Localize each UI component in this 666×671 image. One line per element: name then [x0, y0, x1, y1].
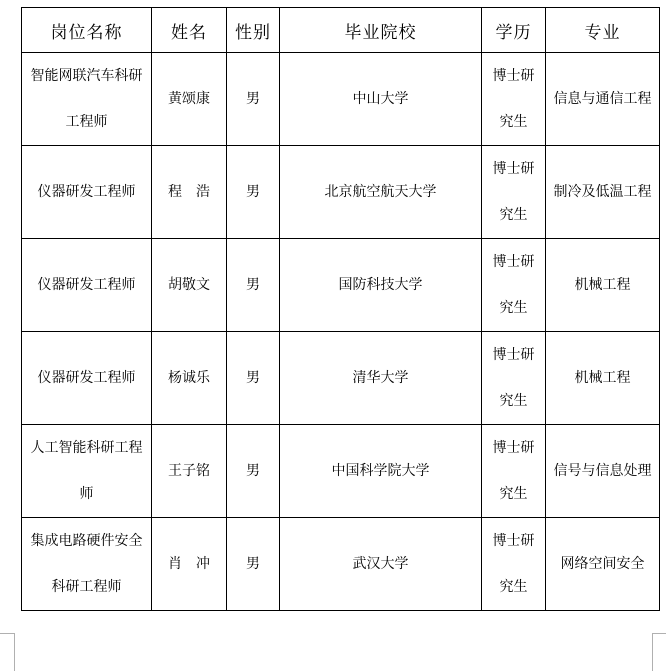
header-gender: 性别 [227, 8, 280, 53]
table-row [22, 332, 660, 425]
cell-school: 中山大学 [280, 53, 482, 146]
personnel-table-container [21, 7, 660, 611]
cell-name: 黄颂康 [152, 53, 227, 146]
cell-gender: 男 [227, 425, 280, 518]
cell-gender: 男 [227, 53, 280, 146]
cell-education: 博士研究生 [482, 146, 546, 239]
cell-gender: 男 [227, 518, 280, 611]
cell-education: 博士研究生 [482, 518, 546, 611]
cell-name: 肖 冲 [152, 518, 227, 611]
cell-major: 制冷及低温工程 [546, 146, 660, 239]
page-corner-mark-left-vertical [14, 633, 15, 671]
cell-major: 网络空间安全 [546, 518, 660, 611]
cell-education: 博士研究生 [482, 332, 546, 425]
cell-gender: 男 [227, 146, 280, 239]
cell-position: 智能网联汽车科研工程师 [22, 53, 152, 146]
table-row [22, 146, 660, 239]
cell-school: 国防科技大学 [280, 239, 482, 332]
page-corner-mark-right-vertical [652, 633, 653, 671]
cell-major: 机械工程 [546, 332, 660, 425]
page-corner-mark-right [652, 633, 666, 634]
cell-major: 信息与通信工程 [546, 53, 660, 146]
cell-position: 人工智能科研工程师 [22, 425, 152, 518]
header-position: 岗位名称 [22, 8, 152, 53]
personnel-table [21, 7, 660, 611]
cell-name: 杨诚乐 [152, 332, 227, 425]
cell-position: 集成电路硬件安全科研工程师 [22, 518, 152, 611]
cell-gender: 男 [227, 239, 280, 332]
cell-education: 博士研究生 [482, 53, 546, 146]
cell-name: 程 浩 [152, 146, 227, 239]
cell-major: 信号与信息处理 [546, 425, 660, 518]
header-major: 专业 [546, 8, 660, 53]
cell-position: 仪器研发工程师 [22, 332, 152, 425]
cell-school: 清华大学 [280, 332, 482, 425]
table-row [22, 518, 660, 611]
cell-position: 仪器研发工程师 [22, 239, 152, 332]
cell-position: 仪器研发工程师 [22, 146, 152, 239]
table-row [22, 425, 660, 518]
table-row [22, 53, 660, 146]
cell-major: 机械工程 [546, 239, 660, 332]
header-school: 毕业院校 [280, 8, 482, 53]
header-education: 学历 [482, 8, 546, 53]
cell-name: 王子铭 [152, 425, 227, 518]
page-corner-mark-left [0, 633, 14, 634]
cell-school: 武汉大学 [280, 518, 482, 611]
header-name: 姓名 [152, 8, 227, 53]
cell-gender: 男 [227, 332, 280, 425]
cell-education: 博士研究生 [482, 425, 546, 518]
cell-school: 中国科学院大学 [280, 425, 482, 518]
table-row [22, 239, 660, 332]
cell-school: 北京航空航天大学 [280, 146, 482, 239]
table-header-row [22, 8, 660, 53]
cell-education: 博士研究生 [482, 239, 546, 332]
cell-name: 胡敬文 [152, 239, 227, 332]
